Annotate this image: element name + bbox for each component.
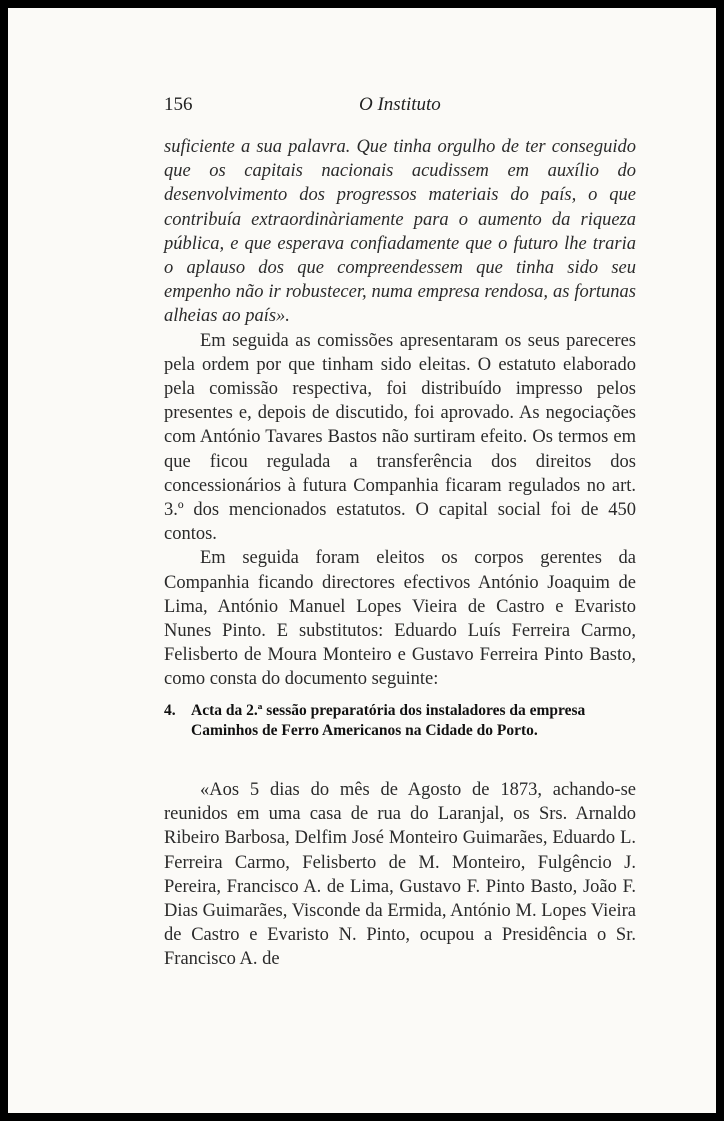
section-title: Acta da 2.ª sessão preparatória dos instaladores da empresa Caminhos de Ferro Americanos na Cidade do Porto. (191, 702, 586, 739)
page-number: 156 (164, 94, 193, 115)
running-title: O Instituto (359, 94, 441, 115)
book-page (8, 8, 716, 1113)
paragraph-commissions: Em seguida as comissões apresentaram os seus pareceres pela ordem por que tinham sido eleitas. O estatuto elaborado pela comissão respectiva, foi distribuído impresso pelos presentes e, depois de discutido, foi aprovado. As negociações com António Tavares Bastos não surtiram efeito. Os termos em que ficou regulada a transferência dos direitos dos concessionários à futura Companhia ficaram regulados no art. 3.º dos mencionados estatutos. O capital social foi de 450 contos. (164, 330, 636, 545)
body-text (164, 135, 636, 692)
document-transcription (164, 778, 636, 972)
paragraph-continued-quote: suficiente a sua palavra. Que tinha orgulho de ter conseguido que os capitais nacionais acudissem em auxílio do desenvolvimento dos progressos materiais do país, o que contribuía extraordinàriamente para o aumento da riqueza pública, e que esperava confiadamente que o futuro lhe traria o aplauso dos que compreendessem que tinha sido seu empenho não ir robustecer, numa empresa rendosa, as fortunas alheias ao país». (164, 137, 636, 327)
paragraph-minutes: «Aos 5 dias do mês de Agosto de 1873, achando-se reunidos em uma casa de rua do Laranjal, os Srs. Arnaldo Ribeiro Barbosa, Delfim José Monteiro Guimarães, Eduardo L. Ferreira Carmo, Felisberto de M. Monteiro, Fulgêncio J. Pereira, Francisco A. de Lima, Gustavo F. Pinto Basto, João F. Dias Guimarães, Visconde da Ermida, António M. Lopes Vieira de Castro e Evaristo N. Pinto, ocupou a Presidência o Sr. Francisco A. de (164, 780, 636, 970)
paragraph-elections: Em seguida foram eleitos os corpos gerentes da Companhia ficando directores efectivos António Joaquim de Lima, António Manuel Lopes Vieira de Castro e Evaristo Nunes Pinto. E substitutos: Eduardo Luís Ferreira Carmo, Felisberto de Moura Monteiro e Gustavo Ferreira Pinto Basto, como consta do documento seguinte: (164, 548, 636, 690)
section-number: 4. (164, 702, 176, 719)
section-heading (164, 701, 636, 741)
running-header (164, 94, 636, 122)
